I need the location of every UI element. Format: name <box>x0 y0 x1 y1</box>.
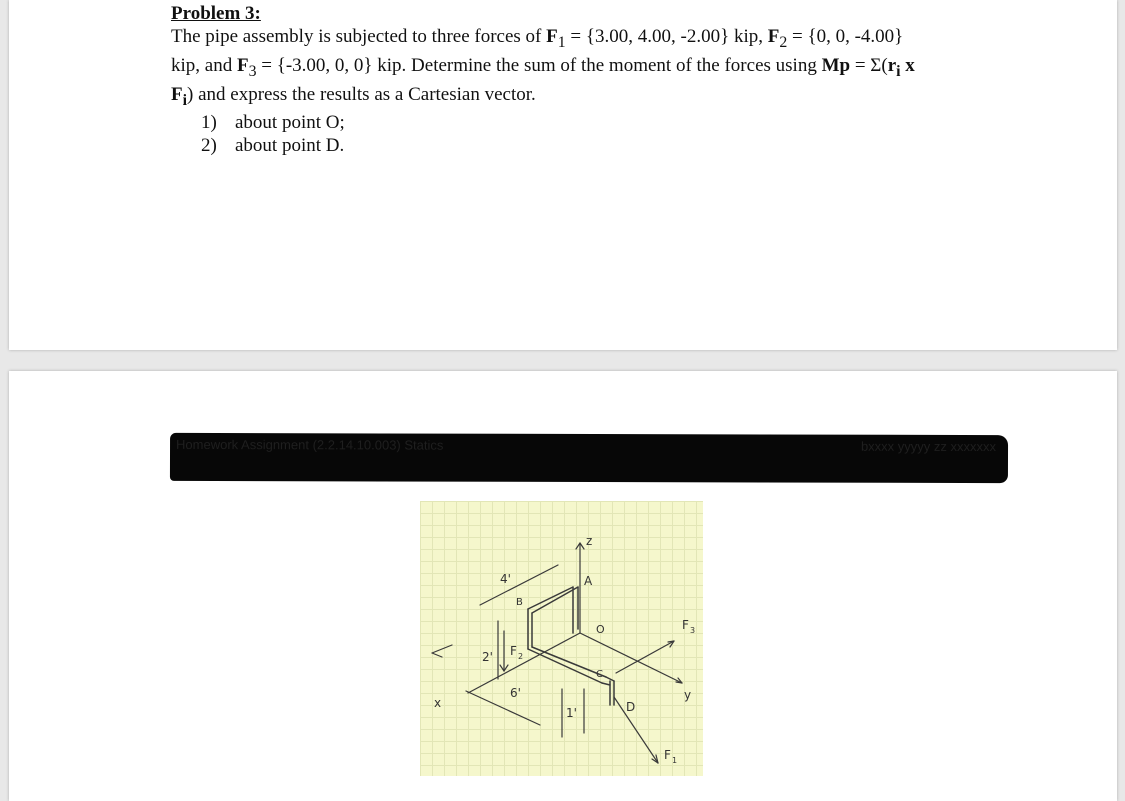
mp-symbol: Mp <box>821 54 851 76</box>
dimension-line-6ft <box>466 691 540 725</box>
label-b: B <box>516 597 523 608</box>
fi-subscript: i <box>182 91 188 109</box>
label-z: z <box>586 534 593 548</box>
f2-symbol: F <box>767 26 780 47</box>
label-y: y <box>684 688 692 702</box>
redaction-bar <box>170 433 1008 483</box>
label-d: D <box>626 700 636 714</box>
force-f3-arrow <box>616 641 674 673</box>
label-dim-2: 2' <box>482 650 493 664</box>
pipe-segment-cd <box>602 683 610 685</box>
item-text: about point D. <box>235 135 345 157</box>
pipe-segment-ab <box>528 587 573 609</box>
label-dim-4: 4' <box>500 572 511 586</box>
item-number: 2) <box>201 135 217 157</box>
problem-title: Problem 3: <box>171 3 261 24</box>
label-f3: F <box>682 618 689 632</box>
item-number: 1) <box>201 112 217 134</box>
list-item <box>171 111 931 134</box>
f3-value: = {-3.00, 0, 0} kip. Determine the sum of the moment of the forces using <box>256 54 822 76</box>
label-f2: F <box>510 644 517 658</box>
label-o: O <box>596 623 605 636</box>
r-symbol: r <box>887 54 897 76</box>
label-f3-sub: 3 <box>690 626 696 635</box>
item-text: about point O; <box>235 112 345 134</box>
closing-text: ) and express the results as a Cartesian vector. <box>187 83 536 105</box>
label-x: x <box>434 696 442 710</box>
f2-value: = {0, 0, -4.00} kip, and <box>171 26 904 76</box>
label-dim-1: 1' <box>566 706 577 720</box>
label-c: C <box>596 669 603 680</box>
redacted-header-right: bxxxx yyyyy zz xxxxxxx <box>860 438 997 455</box>
question-list <box>171 111 931 157</box>
formula-text: = Σ( <box>850 54 888 76</box>
intro-text: The pipe assembly is subjected to three forces of <box>171 26 542 47</box>
f2-subscript: 2 <box>779 33 788 51</box>
label-f1: F <box>664 748 671 762</box>
sketch-drawing <box>420 501 703 776</box>
label-f1-sub: 1 <box>672 756 678 765</box>
label-f2-sub: 2 <box>518 652 524 661</box>
f1-symbol: F <box>546 26 558 47</box>
pipe-segment-bc <box>528 649 602 683</box>
f3-subscript: 3 <box>248 62 257 80</box>
r-subscript: i <box>896 62 901 80</box>
redacted-header-left: Homework Assignment (2.2.14.10.003) Statics <box>176 436 444 453</box>
label-dim-6: 6' <box>510 686 521 700</box>
document-page-1 <box>9 0 1117 350</box>
f3-symbol: F <box>236 54 249 76</box>
problem-statement <box>171 2 931 157</box>
document-page-2 <box>9 371 1117 801</box>
pipe-assembly-sketch <box>420 501 703 776</box>
f1-value: = {3.00, 4.00, -2.00} kip, <box>565 26 768 47</box>
cross-text: x <box>900 54 915 76</box>
list-item <box>171 134 931 157</box>
force-f1-arrow <box>614 697 658 763</box>
problem-paragraph <box>171 25 931 111</box>
label-a: A <box>584 574 593 588</box>
fi-symbol: F <box>171 83 183 105</box>
f1-subscript: 1 <box>557 33 566 51</box>
